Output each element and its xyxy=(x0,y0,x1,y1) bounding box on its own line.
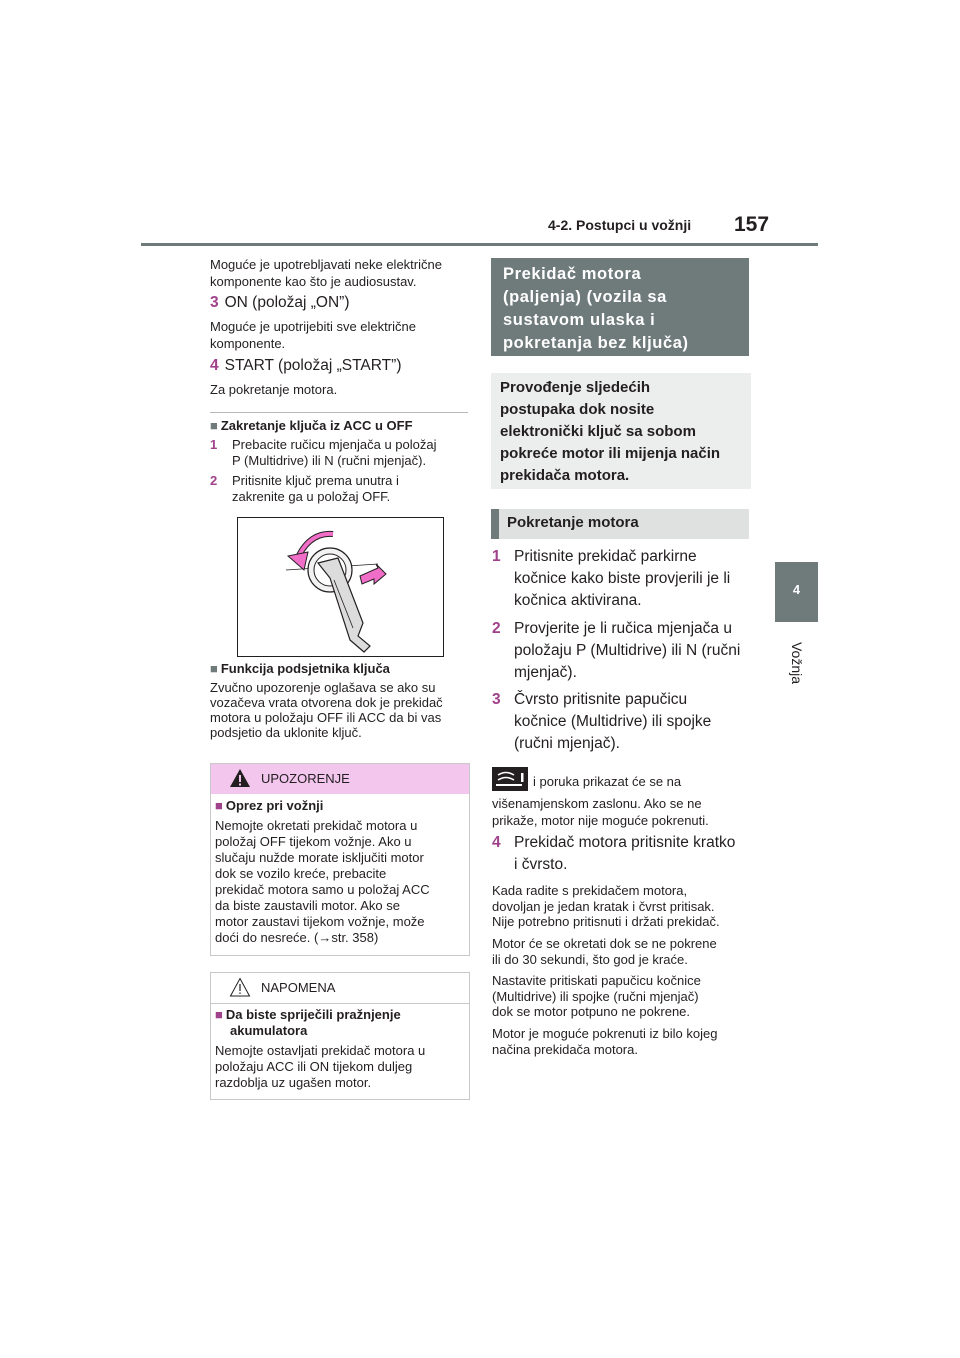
acc-description: Moguće je upotrebljavati neke električne komponente kao što je audiosustav. xyxy=(210,257,442,289)
paragraph-2: Motor će se okretati dok se ne pokrene ili do 30 sekundi, što god je kraće. xyxy=(492,936,717,967)
section-heading-band xyxy=(491,258,749,356)
chapter-label: Vožnja xyxy=(789,641,805,685)
square-bullet-icon: ■ xyxy=(210,418,218,433)
key-turn-icon xyxy=(238,518,443,656)
warning-subheading: ■ Oprez pri vožnji xyxy=(215,798,324,813)
note-text: Nemojte ostavljati prekidač motora u položaju ACC ili ON tijekom duljeg razdoblja uz ugašen motor. xyxy=(215,1043,426,1090)
reminder-text: Zvučno upozorenje oglašava se ako su vozačeva vrata otvorena dok je prekidač motora u položaju OFF ili ACC da bi vas podsjetio da uklonite ključ. xyxy=(210,680,443,740)
note-header xyxy=(211,973,469,1004)
start-step-1: 1 Pritisnite prekidač parkirne kočnice kako biste provjerili je li kočnica aktivirana. xyxy=(492,548,731,609)
chapter-number: 4 xyxy=(792,582,801,597)
turn-step-1: 1 Prebacite ručicu mjenjača u položaj P (Multidrive) ili N (ručni mjenjač). xyxy=(210,437,437,468)
caution-triangle-icon xyxy=(229,977,251,997)
square-bullet-icon: ■ xyxy=(215,798,223,813)
step-start: 4 START (položaj „START”) xyxy=(210,357,402,374)
square-bullet-icon: ■ xyxy=(215,1007,223,1022)
warning-header xyxy=(211,764,469,794)
brake-indicator-icon xyxy=(492,767,528,791)
on-description: Moguće je upotrijebiti sve električne komponente. xyxy=(210,319,416,351)
warning-text: Nemojte okretati prekidač motora u položaj OFF tijekom vožnje. Ako u slučaju nužde morate isključiti motor dok se vozilo kreće, prebacite prekidač motora samo u položaj ACC da biste zaustavili motor. Ako se motor zaustavi tijekom vožnje, može doći do nesreće. (→str. 358) xyxy=(215,818,430,945)
key-illustration xyxy=(237,517,444,657)
turn-key-heading: ■ Zakretanje ključa iz ACC u OFF xyxy=(210,418,413,433)
note-box xyxy=(210,972,470,1100)
subsection-band xyxy=(491,509,749,539)
start-step-2: 2 Provjerite je li ručica mjenjača u položaju P (Multidrive) ili N (ručni mjenjač). xyxy=(492,620,741,681)
indicator-text-line1: i poruka prikazat će se na xyxy=(533,774,682,789)
intro-box xyxy=(491,373,751,489)
note-title: NAPOMENA xyxy=(261,980,336,995)
paragraph-1: Kada radite s prekidačem motora, dovoljan je jedan kratak i čvrst pritisak. Nije potrebno pritisnuti i držati prekidač. xyxy=(492,883,720,929)
indicator-text-rest: višenamjenskom zaslonu. Ako se ne prikaže, motor nije moguće pokrenuti. xyxy=(492,796,709,828)
start-description: Za pokretanje motora. xyxy=(210,382,338,397)
start-step-4: 4 Prekidač motora pritisnite kratko i čvrsto. xyxy=(492,834,736,873)
start-step-3: 3 Čvrsto pritisnite papučicu kočnice (Multidrive) ili spojke (ručni mjenjač). xyxy=(492,691,712,752)
square-bullet-icon: ■ xyxy=(210,661,218,676)
paragraph-3: Nastavite pritiskati papučicu kočnice (Multidrive) ili spojke (ručni mjenjač) dok se motor potpuno ne pokrene. xyxy=(492,973,701,1019)
section-heading: Prekidač motora (paljenja) (vozila sa sustavom ulaska i pokretanja bez ključa) xyxy=(503,265,689,352)
turn-step-2: 2 Pritisnite ključ prema unutra i zakrenite ga u položaj OFF. xyxy=(210,473,399,504)
section-title: 4-2. Postupci u vožnji xyxy=(548,217,692,233)
page-number: 157 xyxy=(734,213,770,236)
paragraph-4: Motor je moguće pokrenuti iz bilo kojeg načina prekidača motora. xyxy=(492,1026,718,1057)
warning-triangle-icon xyxy=(229,768,251,788)
header-rule xyxy=(141,243,818,246)
intro-text: Provođenje sljedećih postupaka dok nosite elektronički ključ sa sobom pokreće motor ili mijenja način prekidača motora. xyxy=(500,379,721,484)
note-subheading: ■ Da biste spriječili pražnjenje akumulatora xyxy=(215,1007,401,1038)
divider xyxy=(210,412,468,413)
step-on: 3 ON (položaj „ON”) xyxy=(210,294,350,311)
warning-box xyxy=(210,763,470,956)
subsection-title: Pokretanje motora xyxy=(507,514,639,531)
warning-title: UPOZORENJE xyxy=(261,771,350,786)
reminder-heading: ■ Funkcija podsjetnika ključa xyxy=(210,661,390,676)
